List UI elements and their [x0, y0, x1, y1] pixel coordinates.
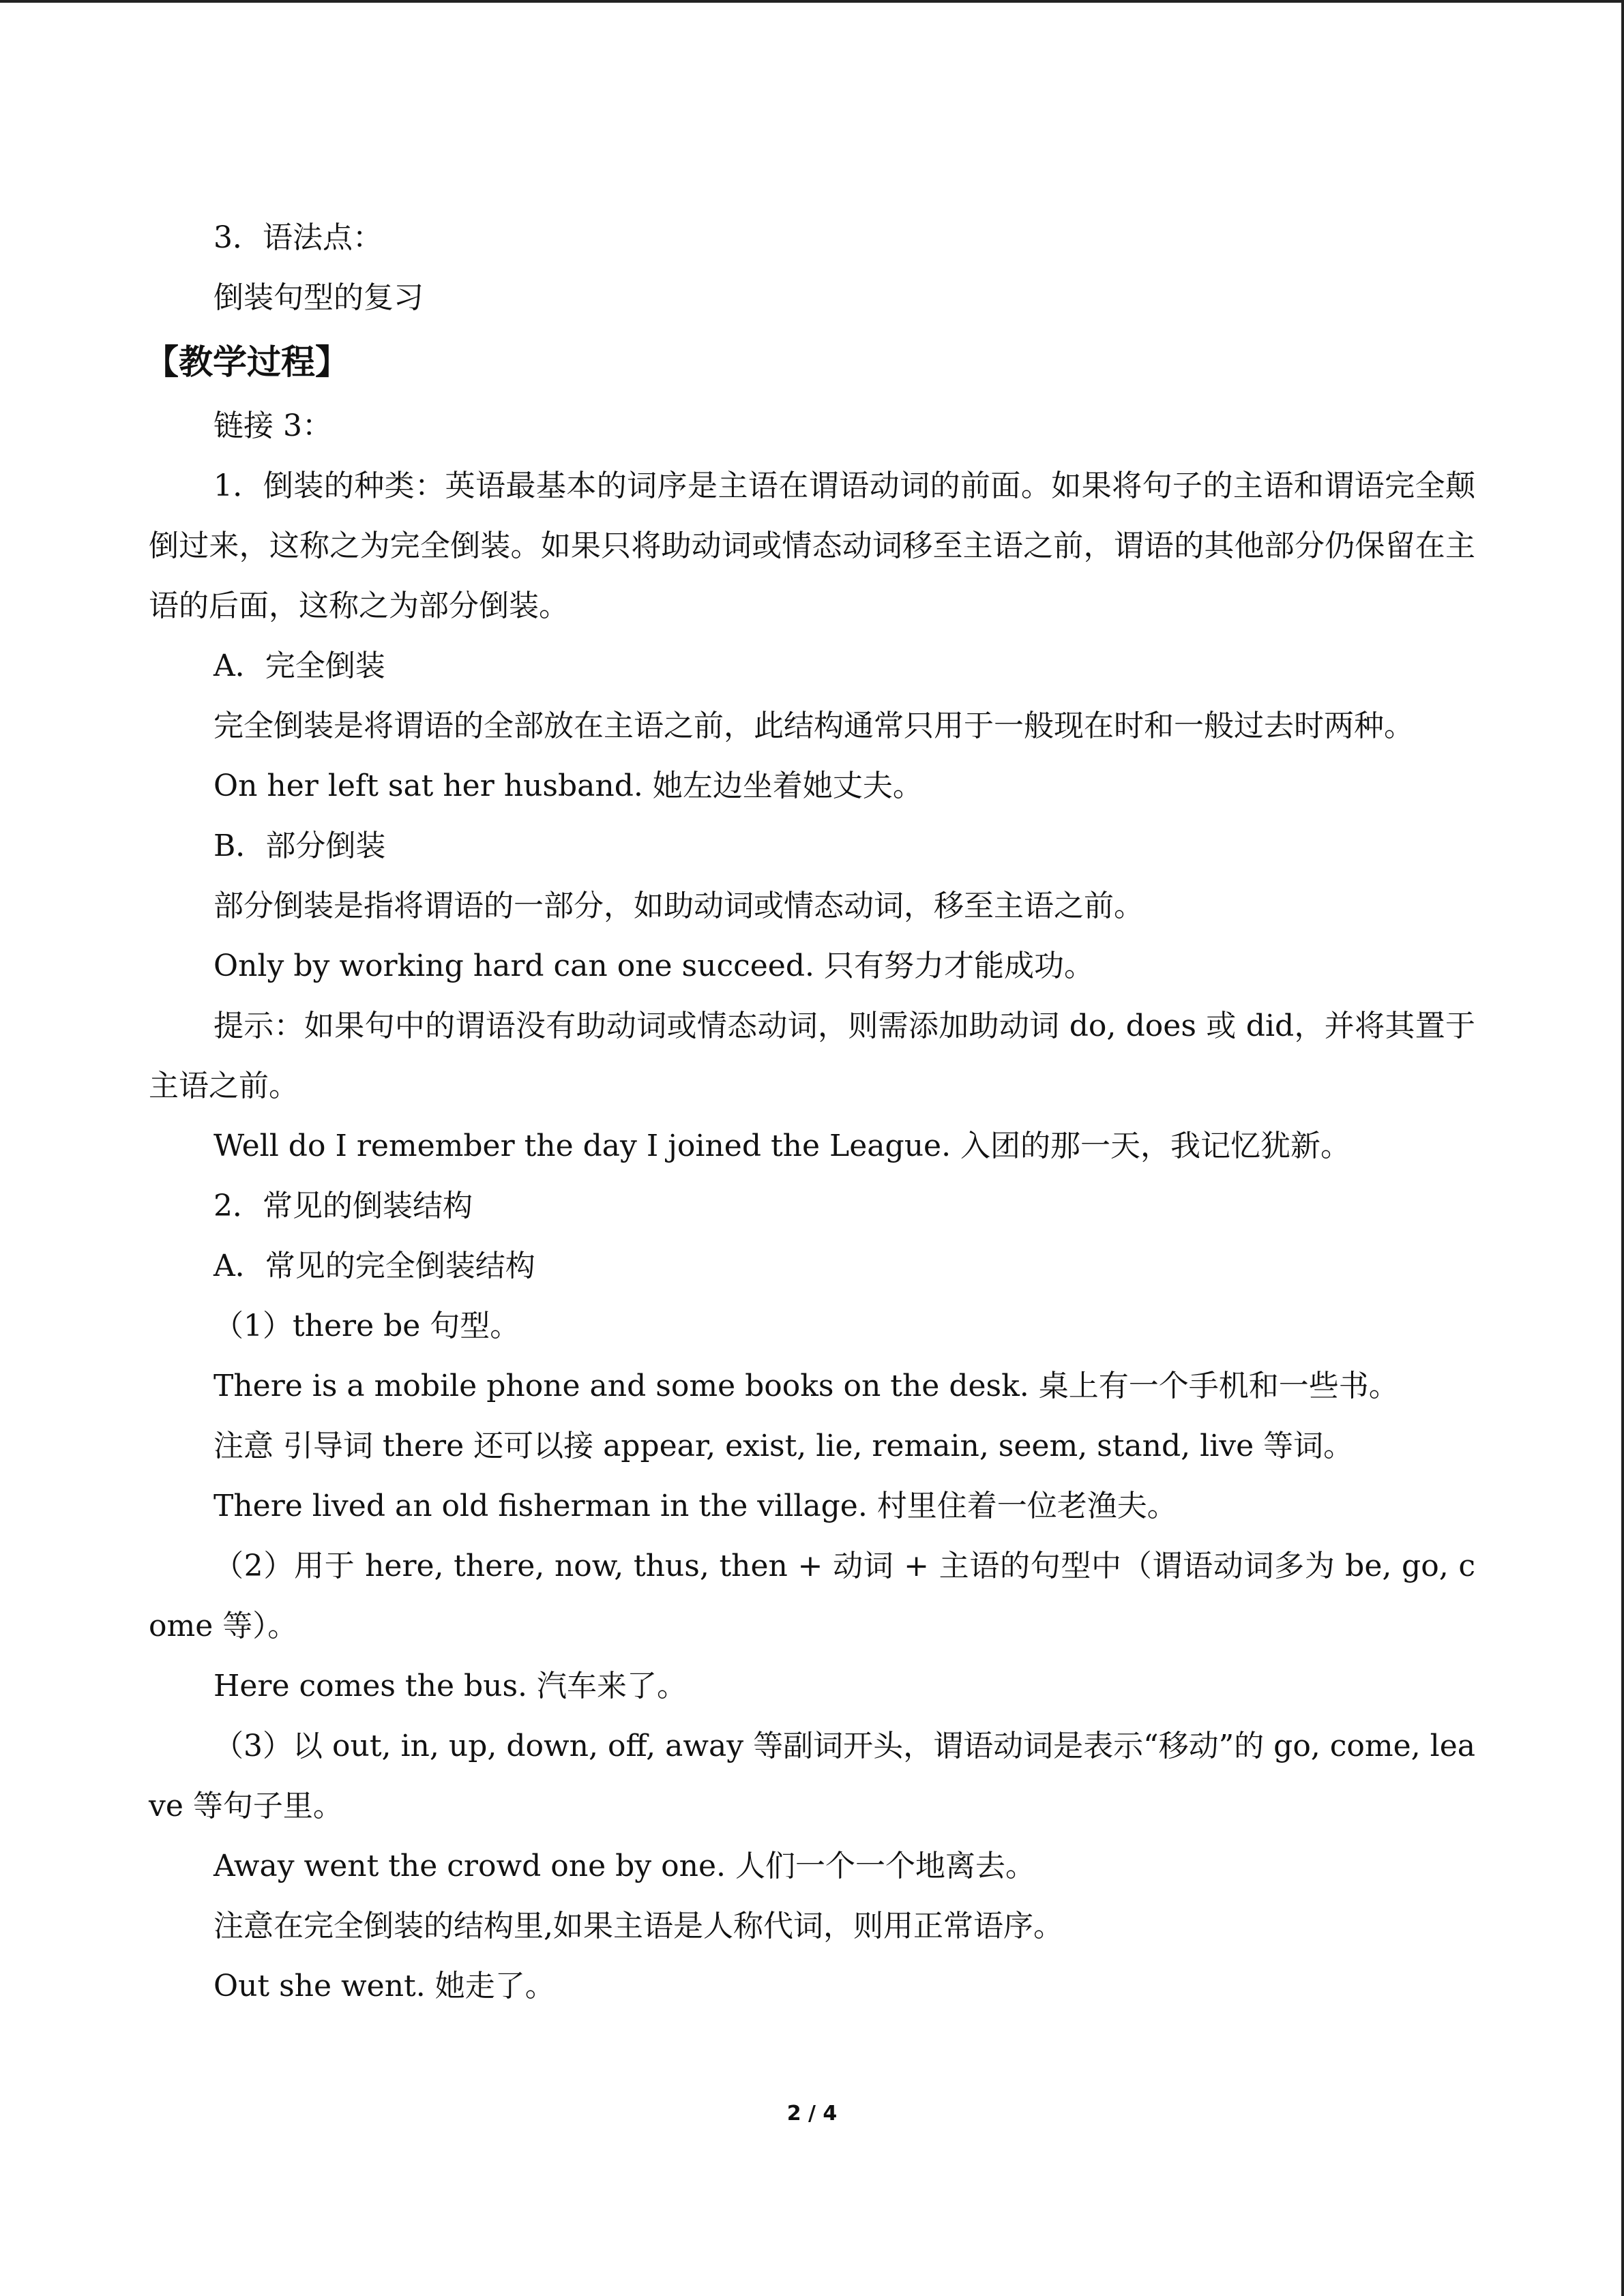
subheading-common-full-inversion: A．常见的完全倒装结构: [213, 1249, 535, 1283]
paragraph-inversion-types: 1．倒装的种类：英语最基本的词序是主语在谓语动词的前面。如果将句子的主语和谓语完全颠倒过来，这称之为完全倒装。如果只将助动词或情态动词移至主语之前，谓语的其他部分仍保留在主语的后面，这称之为部分倒装。: [149, 468, 1475, 623]
subheading-full-inversion: A．完全倒装: [213, 648, 385, 683]
list-item: （1）there be 句型。: [213, 1309, 520, 1343]
example-sentence: Here comes the bus. 汽车来了。: [213, 1669, 688, 1703]
example-sentence: Out she went. 她走了。: [213, 1969, 555, 2003]
grammar-point-topic: 倒装句型的复习: [213, 280, 424, 315]
example-sentence: Only by working hard can one succeed. 只有努力才能成功。: [213, 949, 1094, 983]
example-sentence: There lived an old fisherman in the village. 村里住着一位老渔夫。: [213, 1489, 1177, 1523]
page-right-border: [1621, 0, 1624, 2296]
list-item: （2）用于 here, there, now, thus, then + 动词 + 主语的句型中（谓语动词多为 be, go, come 等）。: [149, 1549, 1475, 1643]
link-label: 链接 3：: [213, 408, 332, 443]
example-sentence: On her left sat her husband. 她左边坐着她丈夫。: [213, 769, 923, 803]
list-item: （3）以 out, in, up, down, off, away 等副词开头，谓语动词是表示“移动”的 go, come, leave 等句子里。: [149, 1729, 1475, 1823]
document-body: [145, 208, 1475, 2016]
section-heading: 【教学过程】: [145, 342, 349, 382]
paragraph-full-inversion: 完全倒装是将谓语的全部放在主语之前，此结构通常只用于一般现在时和一般过去时两种。: [213, 709, 1414, 743]
subheading-partial-inversion: B．部分倒装: [213, 829, 386, 863]
example-sentence: There is a mobile phone and some books on the desk. 桌上有一个手机和一些书。: [213, 1369, 1399, 1403]
paragraph-tip: 提示：如果句中的谓语没有助动词或情态动词，则需添加助动词 do, does 或 did，并将其置于主语之前。: [149, 1009, 1475, 1103]
subheading-common-structures: 2．常见的倒装结构: [213, 1189, 473, 1223]
page-top-border: [0, 0, 1624, 3]
note-text: 注意 引导词 there 还可以接 appear, exist, lie, remain, seem, stand, live 等词。: [213, 1429, 1354, 1463]
paragraph-partial-inversion: 部分倒装是指将谓语的一部分，如助动词或情态动词，移至主语之前。: [213, 889, 1144, 923]
example-sentence: Away went the crowd one by one. 人们一个一个地离去。: [213, 1849, 1035, 1883]
example-sentence: Well do I remember the day I joined the League. 入团的那一天，我记忆犹新。: [213, 1129, 1351, 1163]
page-number: 2 / 4: [786, 2102, 838, 2126]
grammar-point-label: 3．语法点：: [213, 220, 383, 255]
note-text: 注意在完全倒装的结构里,如果主语是人称代词，则用正常语序。: [213, 1909, 1063, 1943]
